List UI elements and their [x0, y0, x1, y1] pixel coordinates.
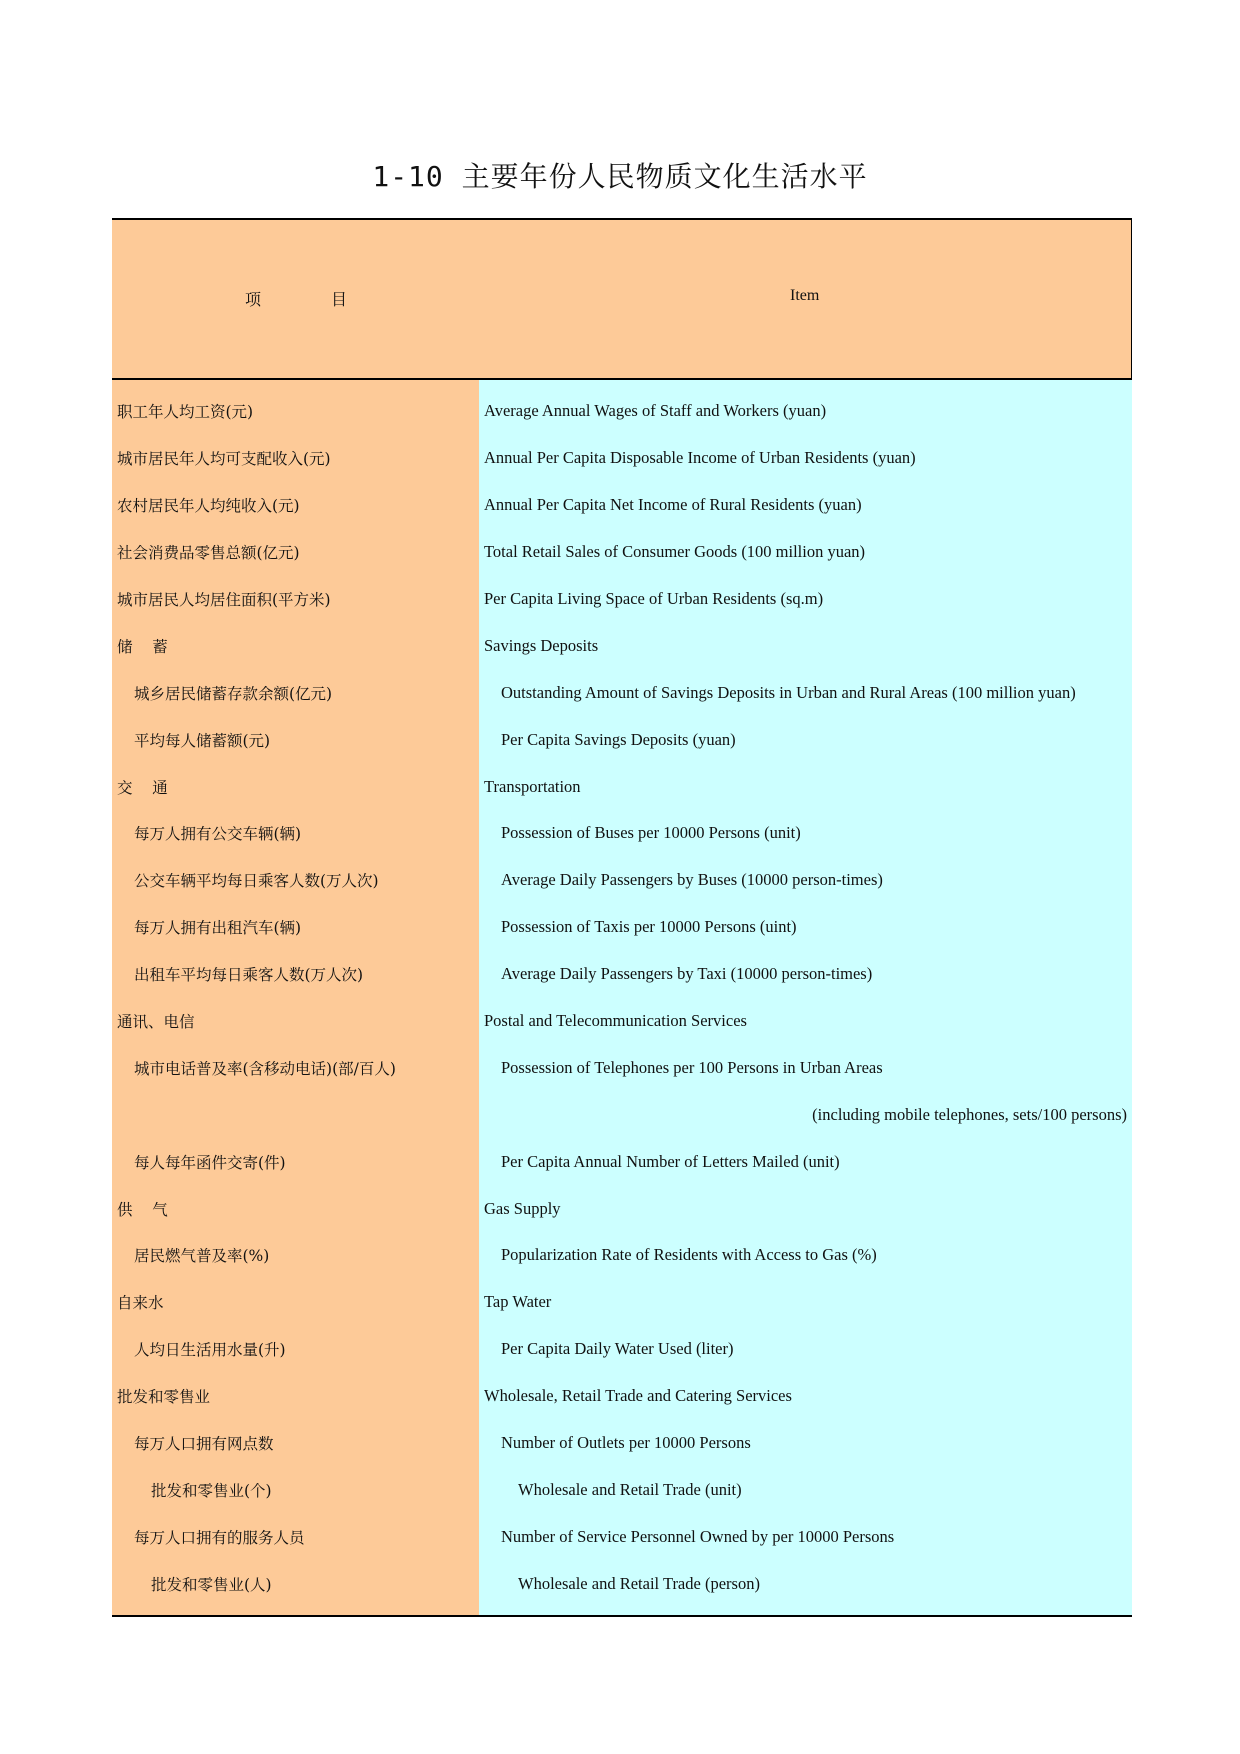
- row-label-cn: 农村居民年人均纯收入(元): [117, 497, 300, 516]
- header-item-en: Item: [790, 287, 820, 304]
- row-label-cn: 城市居民年人均可支配收入(元): [117, 450, 331, 469]
- row-label-cn: 城市居民人均居住面积(平方米): [117, 591, 331, 609]
- row-label-cn: 公交车辆平均每日乘客人数(万人次): [134, 872, 379, 891]
- row-label-en: Postal and Telecommunication Services: [484, 1011, 747, 1031]
- row-label-cn: 交 通: [117, 778, 168, 797]
- table-row: [112, 1326, 1132, 1373]
- row-label-en: Wholesale, Retail Trade and Catering Services: [484, 1386, 792, 1406]
- row-label-cn: 批发和零售业(人): [151, 1575, 272, 1594]
- row-label-cn: 供 气: [117, 1200, 168, 1219]
- row-label-cn: 批发和零售业(个): [151, 1481, 272, 1500]
- row-label-en: Total Retail Sales of Consumer Goods (100 million yuan): [484, 542, 866, 562]
- row-label-en: Number of Service Personnel Owned by per 10000 Persons: [501, 1526, 895, 1546]
- table-row: [112, 998, 1132, 1045]
- table-row: [112, 1420, 1132, 1467]
- row-label-cn: 批发和零售业: [117, 1388, 211, 1407]
- row-label-cn: 每万人拥有出租汽车(辆): [134, 919, 302, 938]
- row-label-cn: 城乡居民储蓄存款余额(亿元): [134, 684, 333, 703]
- table-row: [112, 1185, 1132, 1232]
- row-label-en: Outstanding Amount of Savings Deposits in Urban and Rural Areas (100 million yuan): [501, 682, 1076, 702]
- row-label-cn: 居民燃气普及率(%): [134, 1247, 270, 1266]
- row-label-cn: 通讯、电信: [117, 1013, 195, 1032]
- table-row: [112, 716, 1132, 763]
- table-header: [112, 218, 1132, 380]
- row-label-en: Possession of Telephones per 100 Persons in Urban Areas: [501, 1057, 883, 1077]
- table-row: [112, 1279, 1132, 1326]
- table-body: [112, 380, 1132, 1617]
- row-label-en: Number of Outlets per 10000 Persons: [501, 1433, 751, 1453]
- header-item-cn-char-2: 目: [331, 290, 348, 309]
- table-row: [112, 435, 1132, 482]
- row-label-cn: 储 蓄: [117, 637, 168, 656]
- row-label-en: Wholesale and Retail Trade (unit): [518, 1479, 742, 1499]
- table-row: [112, 1466, 1132, 1513]
- row-label-en: Per Capita Living Space of Urban Residents (sq.m): [484, 589, 824, 608]
- row-label-en: Gas Supply: [484, 1198, 561, 1218]
- row-label-en: Average Annual Wages of Staff and Workers (yuan): [484, 401, 827, 421]
- table-row: [112, 622, 1132, 669]
- row-label-en: Tap Water: [484, 1292, 552, 1312]
- row-label-en: Possession of Buses per 10000 Persons (unit): [501, 823, 801, 843]
- table-row: [112, 1044, 1132, 1091]
- row-label-en: Popularization Rate of Residents with Access to Gas (%): [501, 1245, 877, 1265]
- table-row: [112, 857, 1132, 904]
- row-label-cn: 城市电话普及率(含移动电话)(部/百人): [134, 1059, 396, 1078]
- table-row: [112, 482, 1132, 529]
- table-row: [112, 388, 1132, 435]
- row-label-en: Annual Per Capita Disposable Income of Urban Residents (yuan): [484, 448, 916, 468]
- row-label-en: Average Daily Passengers by Buses (10000 person-times): [501, 870, 883, 890]
- row-label-cn: 出租车平均每日乘客人数(万人次): [134, 966, 364, 985]
- row-label-cn: 每万人口拥有的服务人员: [134, 1528, 305, 1547]
- row-label-en: Annual Per Capita Net Income of Rural Residents (yuan): [484, 495, 862, 515]
- row-label-en: Transportation: [484, 776, 581, 796]
- header-item-cn: [245, 287, 347, 310]
- row-label-cn: 自来水: [117, 1294, 164, 1313]
- row-label-cn: 每万人拥有公交车辆(辆): [134, 825, 302, 844]
- page-title: 1-10 主要年份人民物质文化生活水平: [372, 160, 868, 193]
- row-label-cn: 每人每年函件交寄(件): [134, 1153, 286, 1172]
- row-label-cn: 职工年人均工资(元): [117, 403, 254, 422]
- table-row: [112, 576, 1132, 623]
- table-row: [112, 763, 1132, 810]
- row-label-en: (including mobile telephones, sets/100 persons): [812, 1104, 1127, 1124]
- table-row: [112, 1091, 1132, 1138]
- table-row: [112, 1513, 1132, 1560]
- row-label-cn: 平均每人储蓄额(元): [134, 731, 271, 750]
- row-label-en: Average Daily Passengers by Taxi (10000 person-times): [501, 964, 873, 984]
- table-row: [112, 904, 1132, 951]
- table-row: [112, 1138, 1132, 1185]
- table-row: [112, 951, 1132, 998]
- row-label-cn: 每万人口拥有网点数: [134, 1435, 274, 1454]
- row-label-en: Per Capita Savings Deposits (yuan): [501, 729, 736, 749]
- table-row: [112, 1560, 1132, 1607]
- table-row: [112, 529, 1132, 576]
- table-row: [112, 669, 1132, 716]
- row-label-en: Savings Deposits: [484, 635, 599, 655]
- row-label-en: Per Capita Annual Number of Letters Mailed (unit): [501, 1151, 840, 1171]
- table-row: [112, 810, 1132, 857]
- table-row: [112, 1373, 1132, 1420]
- table-row: [112, 1232, 1132, 1279]
- header-item-cn-char-1: 项: [245, 290, 262, 309]
- row-label-en: Wholesale and Retail Trade (person): [518, 1573, 760, 1593]
- row-label-en: Possession of Taxis per 10000 Persons (uint): [501, 917, 797, 937]
- row-label-en: Per Capita Daily Water Used (liter): [501, 1339, 734, 1359]
- data-table: [112, 218, 1132, 1617]
- row-label-cn: 人均日生活用水量(升): [134, 1341, 286, 1360]
- row-label-cn: 社会消费品零售总额(亿元): [117, 544, 300, 563]
